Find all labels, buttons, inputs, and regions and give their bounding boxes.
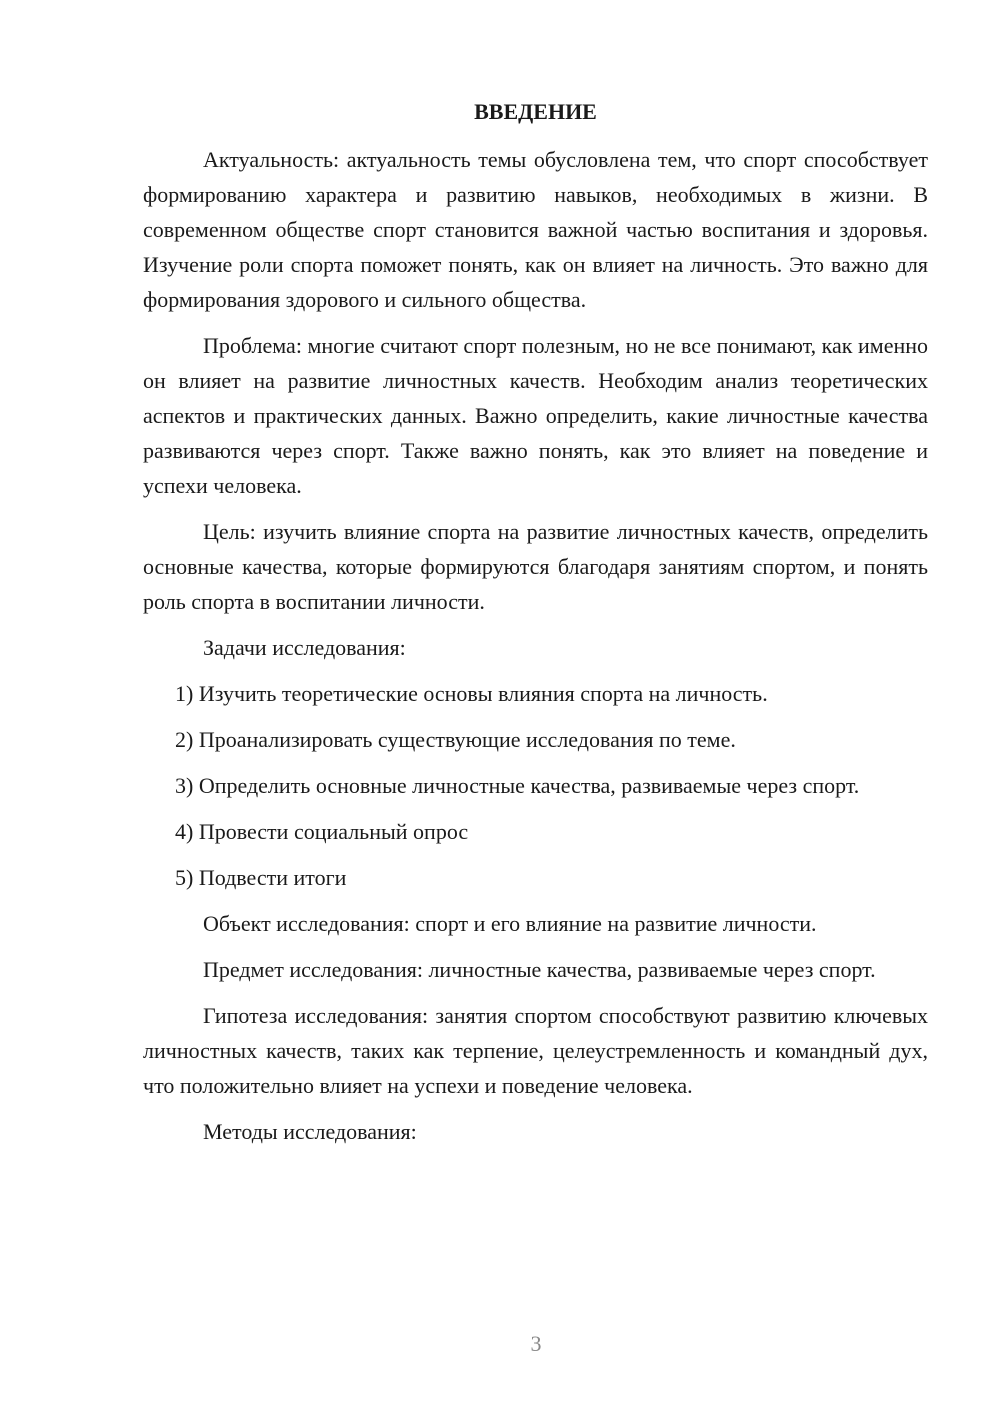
task-item-5: 5) Подвести итоги (175, 865, 347, 890)
page-number: 3 (530, 1331, 542, 1356)
task-item-2: 2) Проанализировать существующие исследования по теме. (175, 727, 736, 752)
paragraph-object: Объект исследования: спорт и его влияние на развитие личности. (203, 911, 817, 936)
paragraph-tasks-heading: Задачи исследования: (203, 635, 406, 660)
task-item-1: 1) Изучить теоретические основы влияния спорта на личность. (175, 681, 768, 706)
paragraph-subject: Предмет исследования: личностные качества, развиваемые через спорт. (203, 957, 876, 982)
paragraph-methods: Методы исследования: (203, 1119, 417, 1144)
paragraph-relevance: Актуальность: актуальность темы обусловлена тем, что спорт способствует формированию характера и развитию навыков, необходимых в жизни. В современном обществе спорт становится важной частью воспитания и здоровья. Изучение роли спорта поможет понять, как он влияет на личность. Это важно для формирования здорового и сильного общества. (143, 147, 928, 312)
task-item-3: 3) Определить основные личностные качества, развиваемые через спорт. (175, 773, 860, 798)
section-title: ВВЕДЕНИЕ (474, 99, 597, 124)
paragraph-goal: Цель: изучить влияние спорта на развитие личностных качеств, определить основные качества, которые формируются благодаря занятиям спортом, и понять роль спорта в воспитании личности. (143, 519, 928, 614)
task-item-4: 4) Провести социальный опрос (175, 819, 469, 844)
paragraph-hypothesis: Гипотеза исследования: занятия спортом способствуют развитию ключевых личностных качеств, таких как терпение, целеустремленность и командный дух, что положительно влияет на успехи и поведение человека. (143, 1003, 928, 1098)
paragraph-problem: Проблема: многие считают спорт полезным, но не все понимают, как именно он влияет на развитие личностных качеств. Необходим анализ теоретических аспектов и практических данных. Важно определить, какие личностные качества развиваются через спорт. Также важно понять, как это влияет на поведение и успехи человека. (143, 333, 928, 498)
document-page (143, 94, 928, 1160)
